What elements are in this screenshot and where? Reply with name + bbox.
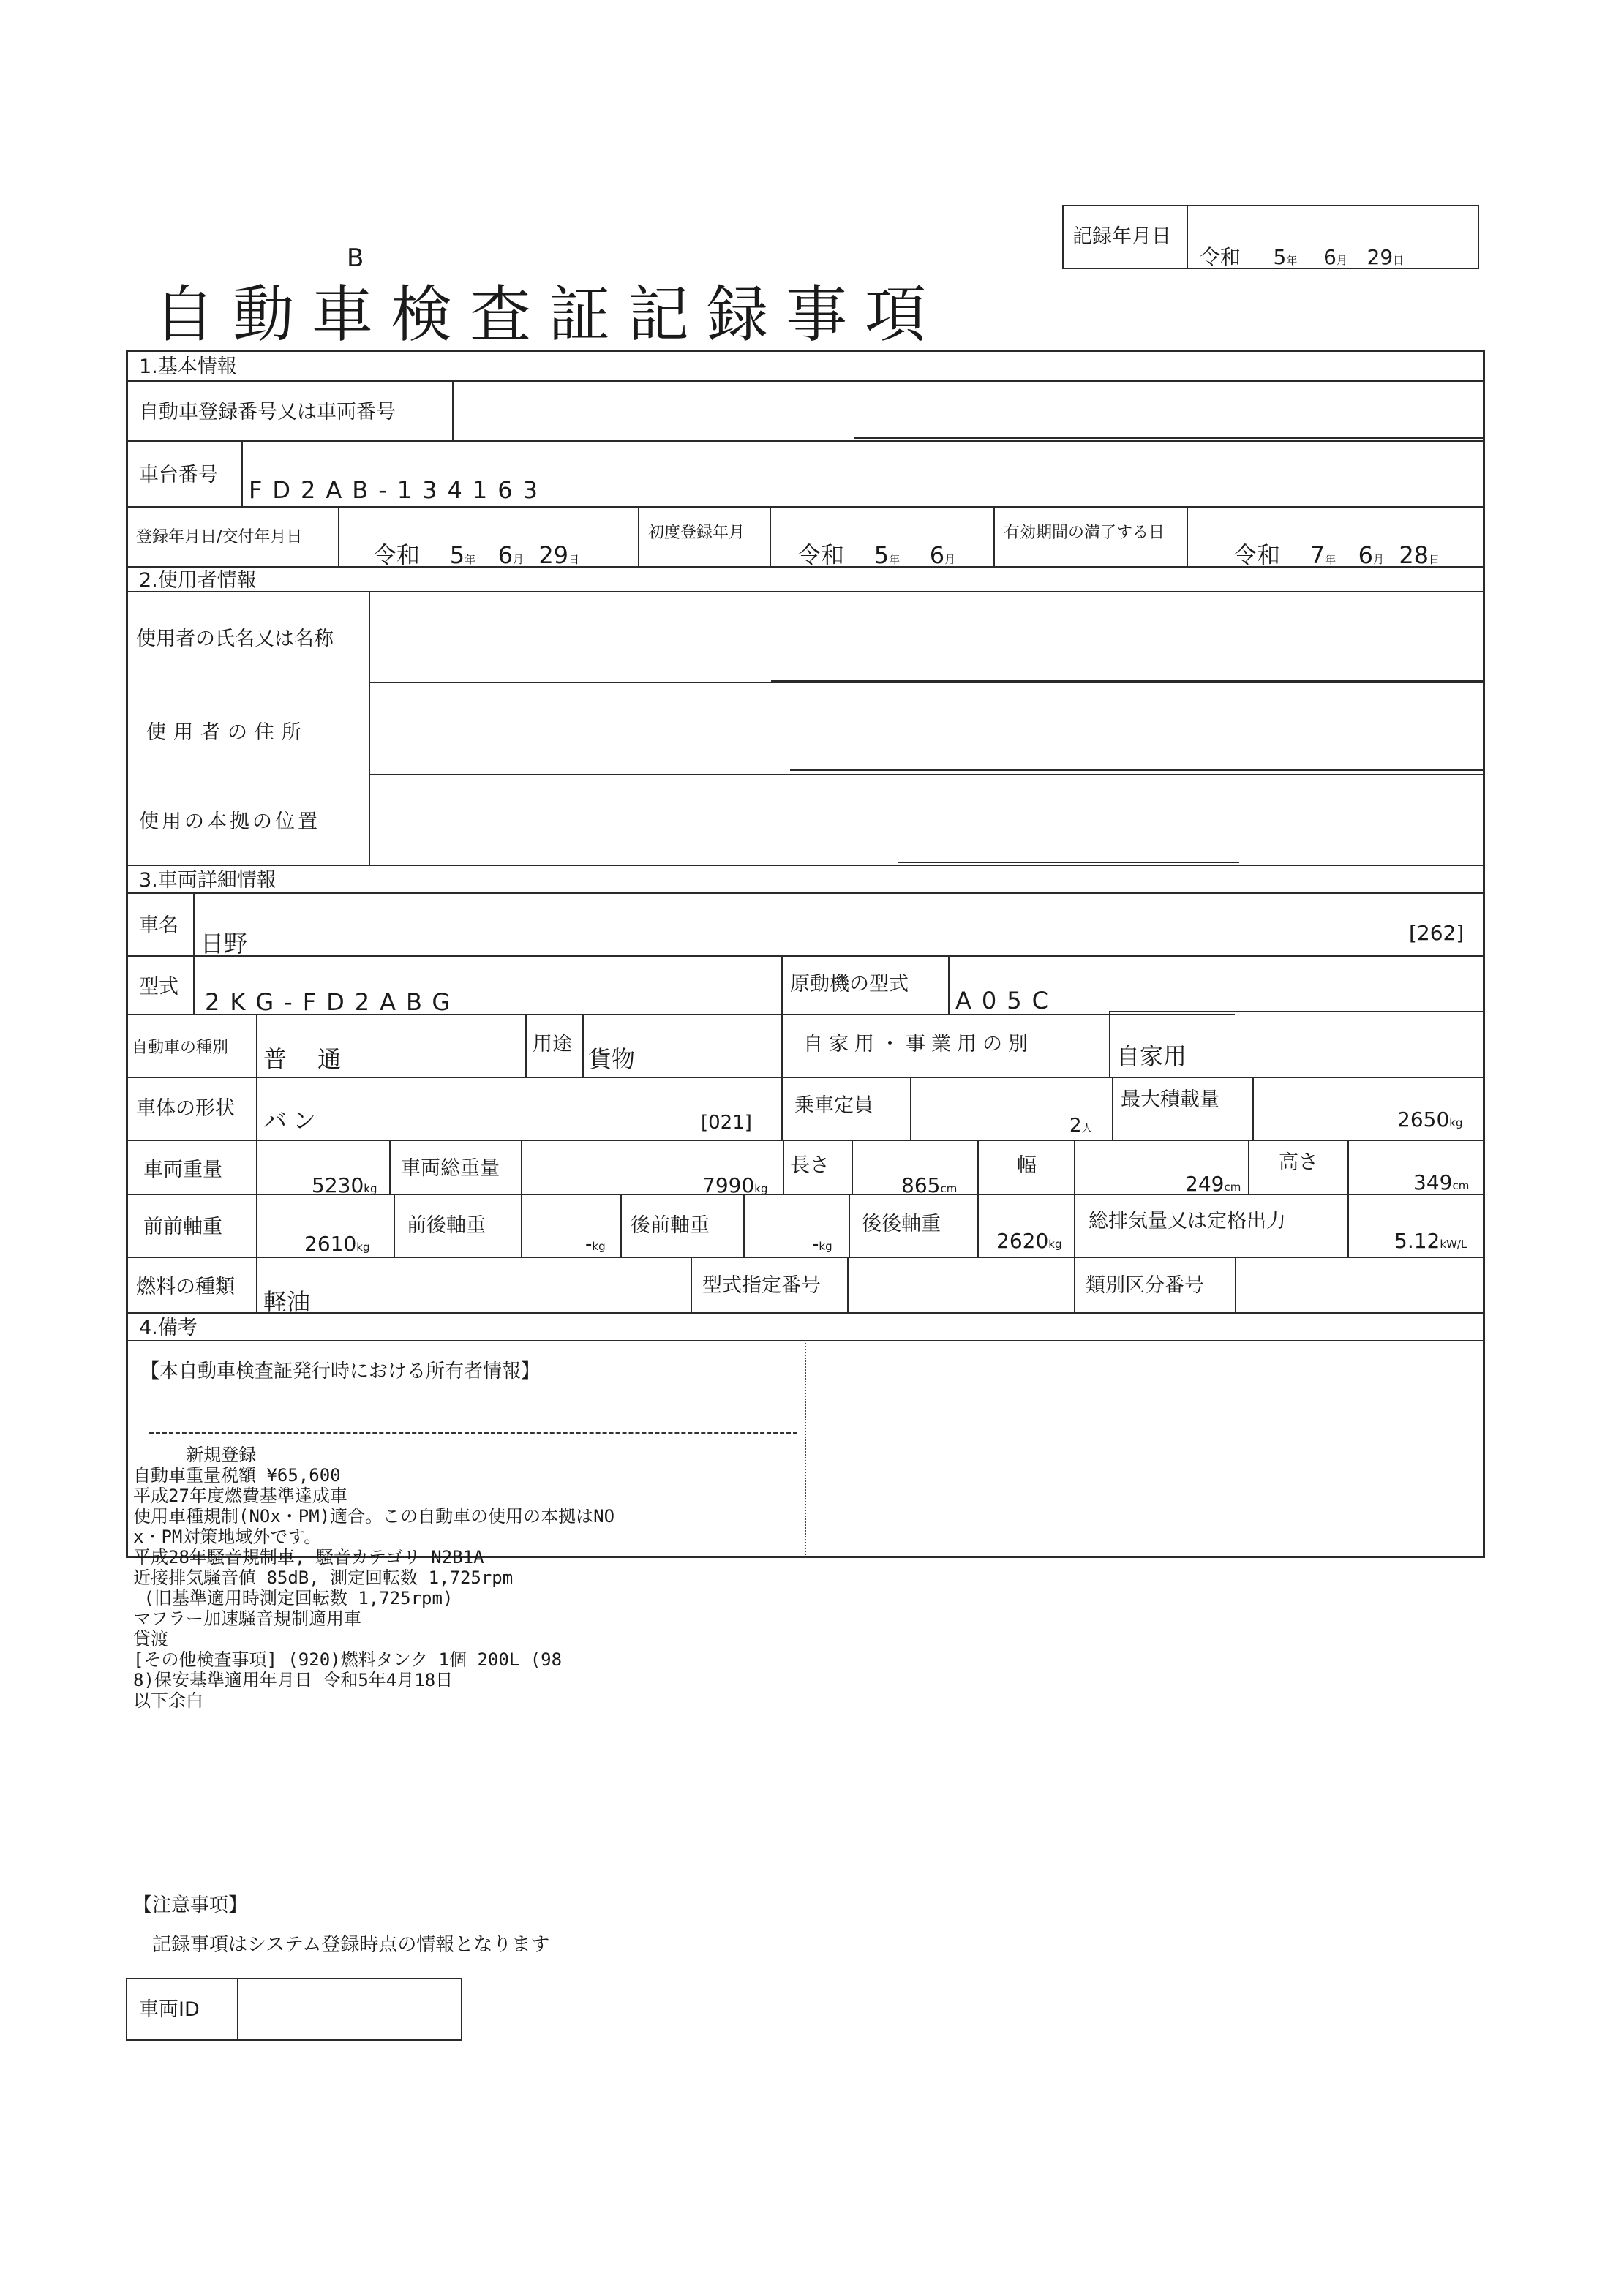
chassis-number: FD2AB-134163: [249, 476, 548, 504]
first-reg-label: 初度登録年月: [648, 524, 745, 542]
max-load-label: 最大積載量: [1121, 1088, 1219, 1111]
model-label: 型式: [139, 976, 178, 998]
body-value: バン: [263, 1107, 323, 1134]
remarks-text: 新規登録 自動車重量税額 ¥65,600 平成27年度燃費基準達成車 使用車種規制(NOx・PM)適合。この自動車の使用の本拠はNO x・PM対策地域外です。 平成28年騒音規制車, 騒音カテゴリ N2B1A 近接排気騒音値 85dB, 測定回転数 1,725rpm (旧基準適用時測定回転数 1,725rpm) マフラー加速騒音規制適用車 貸渡 [その他検査事項] (920)燃料タンク 1個 200L (98 8)保安基準適用年月日 令和5年4月18日 以下余白: [133, 1445, 615, 1711]
caution-heading: 【注意事項】: [133, 1894, 248, 1916]
record-date-label: 記録年月日: [1072, 225, 1171, 248]
reg-no-label: 自動車登録番号又は車両番号: [139, 401, 396, 424]
height-value: 349cm: [1413, 1170, 1470, 1194]
fr-axle-label: 前後軸重: [407, 1214, 486, 1237]
private-business-label: 自家用・事業用の別: [803, 1033, 1034, 1055]
displacement-label: 総排気量又は定格出力: [1089, 1210, 1286, 1232]
gross-weight-value: 7990kg: [702, 1173, 768, 1197]
height-label: 高さ: [1279, 1151, 1318, 1174]
ff-axle-value: 2610kg: [304, 1232, 370, 1256]
length-value: 865cm: [901, 1173, 958, 1197]
rf-axle-label: 後前軸重: [631, 1214, 710, 1237]
class-no-label: 類別区分番号: [1086, 1274, 1204, 1297]
rr-axle-label: 後後軸重: [862, 1213, 941, 1235]
rr-axle-value: 2620kg: [996, 1229, 1062, 1253]
chassis-label: 車台番号: [139, 464, 218, 486]
fuel-value: 軽油: [263, 1288, 311, 1316]
capacity-label: 乗車定員: [794, 1094, 873, 1117]
section-4-heading: 4.備考: [139, 1317, 198, 1339]
caution-text: 記録事項はシステム登録時点の情報となります: [152, 1934, 550, 1956]
first-reg-value: 令和 5年 6月: [797, 541, 956, 569]
capacity-value: 2人: [1069, 1115, 1093, 1137]
record-date-value: 令和 5年 6月 29日: [1200, 245, 1405, 269]
owner-info-heading: 【本自動車検査証発行時における所有者情報】: [140, 1360, 541, 1382]
base-location-label: 使用の本拠の位置: [139, 810, 320, 833]
engine-label: 原動機の型式: [790, 973, 909, 995]
form-letter: B: [347, 244, 364, 273]
section-2-heading: 2.使用者情報: [139, 569, 257, 592]
reg-date-value: 令和 5年 6月 29日: [373, 541, 580, 569]
kind-value: 普 通: [263, 1045, 353, 1073]
private-business-value: 自家用: [1116, 1042, 1187, 1070]
ff-axle-label: 前前軸重: [143, 1216, 222, 1238]
user-name-label: 使用者の氏名又は名称: [136, 628, 334, 650]
car-name-label: 車名: [139, 914, 178, 937]
body-label: 車体の形状: [136, 1097, 235, 1120]
kind-label: 自動車の種別: [132, 1039, 229, 1057]
displacement-value: 5.12kW/L: [1394, 1229, 1467, 1253]
weight-value: 5230kg: [312, 1173, 377, 1197]
section-1-heading: 1.基本情報: [139, 355, 237, 378]
user-address-label: 使用者の住所: [146, 721, 309, 744]
width-label: 幅: [1017, 1154, 1037, 1177]
fr-axle-value: -kg: [585, 1233, 606, 1255]
reg-date-label: 登録年月日/交付年月日: [136, 528, 303, 546]
owner-info-separator: [149, 1432, 797, 1434]
fuel-label: 燃料の種類: [136, 1276, 235, 1298]
gross-weight-label: 車両総重量: [401, 1157, 500, 1180]
type-no-label: 型式指定番号: [702, 1274, 821, 1297]
engine-value: A05C: [955, 987, 1059, 1015]
width-value: 249cm: [1185, 1172, 1241, 1196]
use-value: 貨物: [588, 1045, 636, 1073]
page-title: 自動車検査証記録事項: [154, 279, 944, 350]
section-3-heading: 3.車両詳細情報: [139, 869, 277, 892]
max-load-value: 2650kg: [1397, 1107, 1463, 1132]
length-label: 長さ: [790, 1154, 830, 1177]
weight-label: 車両重量: [143, 1159, 222, 1181]
vehicle-id-label: 車両ID: [139, 1998, 200, 2021]
rf-axle-value: -kg: [812, 1233, 832, 1255]
car-name-value: 日野: [200, 930, 248, 957]
model-value: 2KG-FD2ABG: [205, 988, 461, 1016]
car-name-code: [262]: [1409, 921, 1465, 945]
expiry-value: 令和 7年 6月 28日: [1233, 541, 1440, 569]
expiry-label: 有効期間の満了する日: [1004, 524, 1165, 542]
use-label: 用途: [533, 1033, 572, 1055]
body-code: [021]: [701, 1112, 752, 1134]
